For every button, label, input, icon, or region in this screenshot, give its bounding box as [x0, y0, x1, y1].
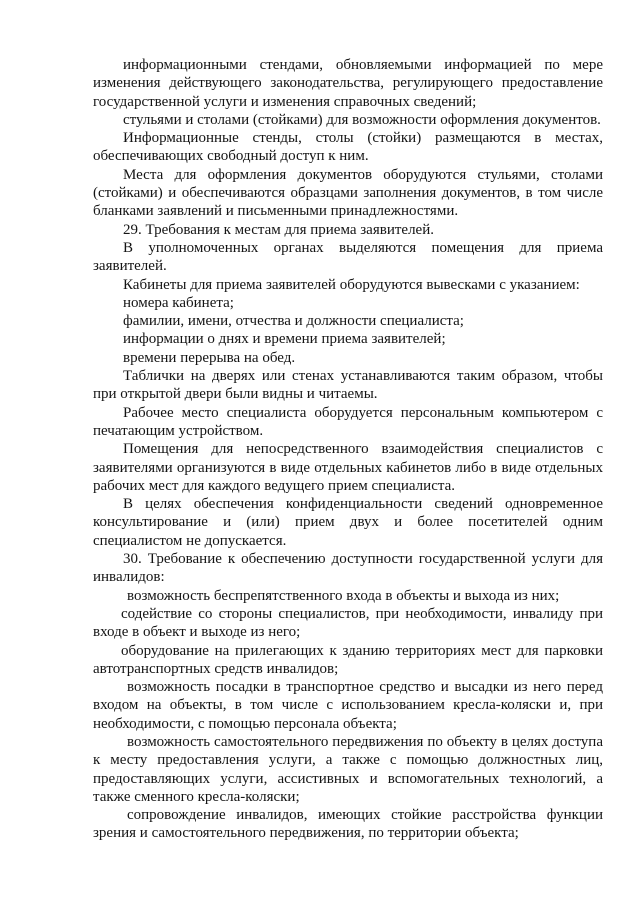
paragraph-cabinets-signs: Кабинеты для приема заявителей оборудуются вывесками с указанием: [123, 276, 580, 293]
list-item-free-entry: возможность беспрепятственного входа в объекты и выхода из них; [127, 587, 560, 604]
paragraph-info-stands: информационными стендами, обновляемыми информацией по мере изменения действующего законодательства, регулирующего предоставление государственной услуги и изменения справочных сведений; [93, 57, 603, 110]
paragraph-confidentiality: В целях обеспечения конфиденциальности сведений одновременное консультирование и (или) прием двух и более посетителей одним специалистом не допускается. [93, 496, 603, 549]
document-page [93, 56, 603, 843]
paragraph-document-places: Места для оформления документов оборудуются стульями, столами (стойками) и обеспечиваются образцами заполнения документов, в том числе бланками заявлений и письменными принадлежностями. [93, 166, 603, 220]
section-30-heading: 30. Требование к обеспечению доступности государственной услуги для инвалидов: [93, 551, 603, 586]
paragraph-authorized-bodies: В уполномоченных органах выделяются помещения для приема заявителей. [93, 239, 603, 275]
list-item-reception-days: информации о днях и времени приема заявителей; [123, 331, 446, 348]
paragraph-door-plates: Таблички на дверях или стенах устанавливаются таким образом, чтобы при открытой двери были видны и читаемы. [93, 368, 603, 403]
paragraph-interaction-rooms: Помещения для непосредственного взаимодействия специалистов с заявителями организуются в виде отдельных кабинетов либо в виде отдельных рабочих мест для каждого ведущего прием специалиста. [93, 441, 603, 494]
paragraph-workplace-computer: Рабочее место специалиста оборудуется персональным компьютером с печатающим устройством. [93, 404, 603, 439]
list-item-lunch-break: времени перерыва на обед. [123, 349, 296, 366]
paragraph-chairs-tables: стульями и столами (стойками) для возможности оформления документов. [123, 111, 601, 128]
list-item-escort: сопровождение инвалидов, имеющих стойкие расстройства функции зрения и самостоятельного передвижения, по территории объекта; [93, 807, 603, 842]
list-item-parking: оборудование на прилегающих к зданию территориях мест для парковки автотранспортных средств инвалидов; [93, 642, 603, 677]
section-29-heading: 29. Требования к местам для приема заявителей. [123, 221, 434, 238]
list-item-transport-boarding: возможность посадки в транспортное средство и высадки из него перед входом на объекты, в том числе с использованием кресла-коляски и, при необходимости, с помощью персонала объекта; [93, 679, 603, 732]
list-item-specialist-assistance: содействие со стороны специалистов, при необходимости, инвалиду при входе в объект и выходе из него; [93, 605, 603, 641]
paragraph-stands-placement: Информационные стенды, столы (стойки) размещаются в местах, обеспечивающих свободный доступ к ним. [93, 130, 603, 165]
list-item-independent-movement: возможность самостоятельного передвижения по объекту в целях доступа к месту предоставления услуги, а также с помощью должностных лиц, предоставляющих услуги, ассистивных и вспомогательных технологий, а также сменного кресла-коляски; [93, 733, 603, 805]
list-item-cabinet-number: номера кабинета; [123, 294, 234, 311]
list-item-specialist-name: фамилии, имени, отчества и должности специалиста; [123, 313, 464, 330]
